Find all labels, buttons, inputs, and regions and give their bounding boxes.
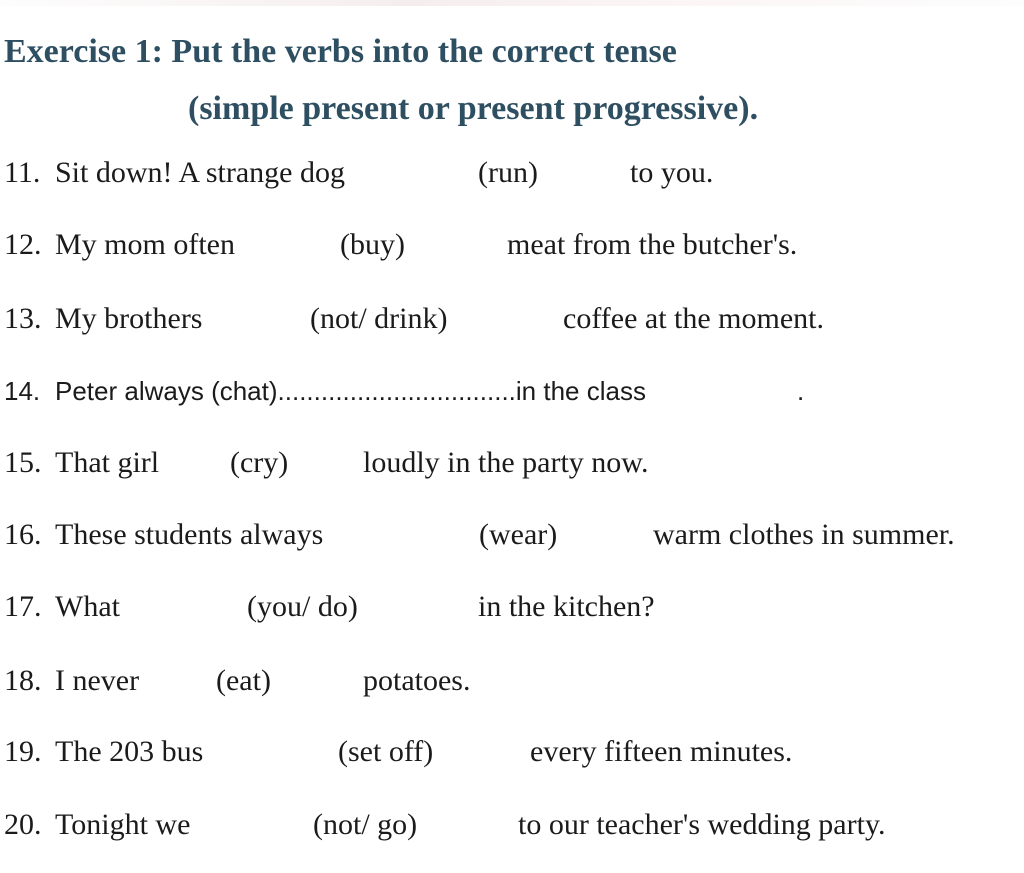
item-verb-prompt: (not/ drink) <box>310 302 448 335</box>
item-number: 19. <box>4 735 42 768</box>
top-strip <box>0 0 1024 6</box>
exercise-item-19 <box>0 737 1024 787</box>
exercise-item-17 <box>0 592 1024 642</box>
item-sentence-start: My mom often <box>55 228 235 261</box>
item-sentence-end: . <box>797 376 805 406</box>
item-verb-prompt: (set off) <box>338 735 434 768</box>
item-verb-prompt: (eat) <box>216 664 271 697</box>
item-verb-prompt: (you/ do) <box>247 590 358 623</box>
item-sentence-start: Sit down! A strange dog <box>55 156 345 189</box>
item-sentence-start: What <box>55 590 120 623</box>
item-verb-prompt: (not/ go) <box>313 808 418 841</box>
item-sentence-end: to you. <box>630 156 714 189</box>
item-sentence-end: loudly in the party now. <box>363 446 649 479</box>
exercise-item-16 <box>0 520 1024 570</box>
item-verb-prompt: (wear) <box>479 518 558 551</box>
exercise-item-14 <box>0 378 1024 428</box>
item-verb-prompt: (run) <box>478 156 538 189</box>
item-sentence-end: coffee at the moment. <box>563 302 825 335</box>
item-verb-prompt: (cry) <box>230 446 289 479</box>
exercise-item-18 <box>0 666 1024 716</box>
exercise-subtitle: (simple present or present progressive). <box>188 90 759 127</box>
item-number: 14. <box>4 376 41 406</box>
item-sentence-start: The 203 bus <box>55 735 204 768</box>
exercise-item-11 <box>0 158 1024 208</box>
item-sentence-end: every fifteen minutes. <box>530 735 793 768</box>
item-number: 13. <box>4 302 42 335</box>
item-number: 20. <box>4 808 42 841</box>
item-sentence-start: My brothers <box>55 302 203 335</box>
item-number: 18. <box>4 664 42 697</box>
exercise-title: Exercise 1: Put the verbs into the correct tense <box>4 33 677 70</box>
exercise-item-12 <box>0 230 1024 280</box>
item-sentence-start: That girl <box>55 446 160 479</box>
exercise-item-20 <box>0 810 1024 860</box>
item-sentence-end: meat from the butcher's. <box>507 228 798 261</box>
item-verb-prompt: (buy) <box>340 228 405 261</box>
item-number: 11. <box>4 156 41 189</box>
item-sentence-end: warm clothes in summer. <box>653 518 955 551</box>
exercise-item-15 <box>0 448 1024 498</box>
item-sentence-end: in the kitchen? <box>478 590 655 623</box>
item-sentence-start: Peter always (chat).................................in the class <box>55 376 646 406</box>
item-sentence-end: potatoes. <box>363 664 471 697</box>
item-sentence-start: Tonight we <box>55 808 191 841</box>
item-sentence-start: I never <box>55 664 140 697</box>
item-number: 12. <box>4 228 42 261</box>
item-sentence-end: to our teacher's wedding party. <box>518 808 886 841</box>
exercise-item-13 <box>0 304 1024 354</box>
item-number: 15. <box>4 446 42 479</box>
item-number: 16. <box>4 518 42 551</box>
item-sentence-start: These students always <box>55 518 324 551</box>
item-number: 17. <box>4 590 42 623</box>
